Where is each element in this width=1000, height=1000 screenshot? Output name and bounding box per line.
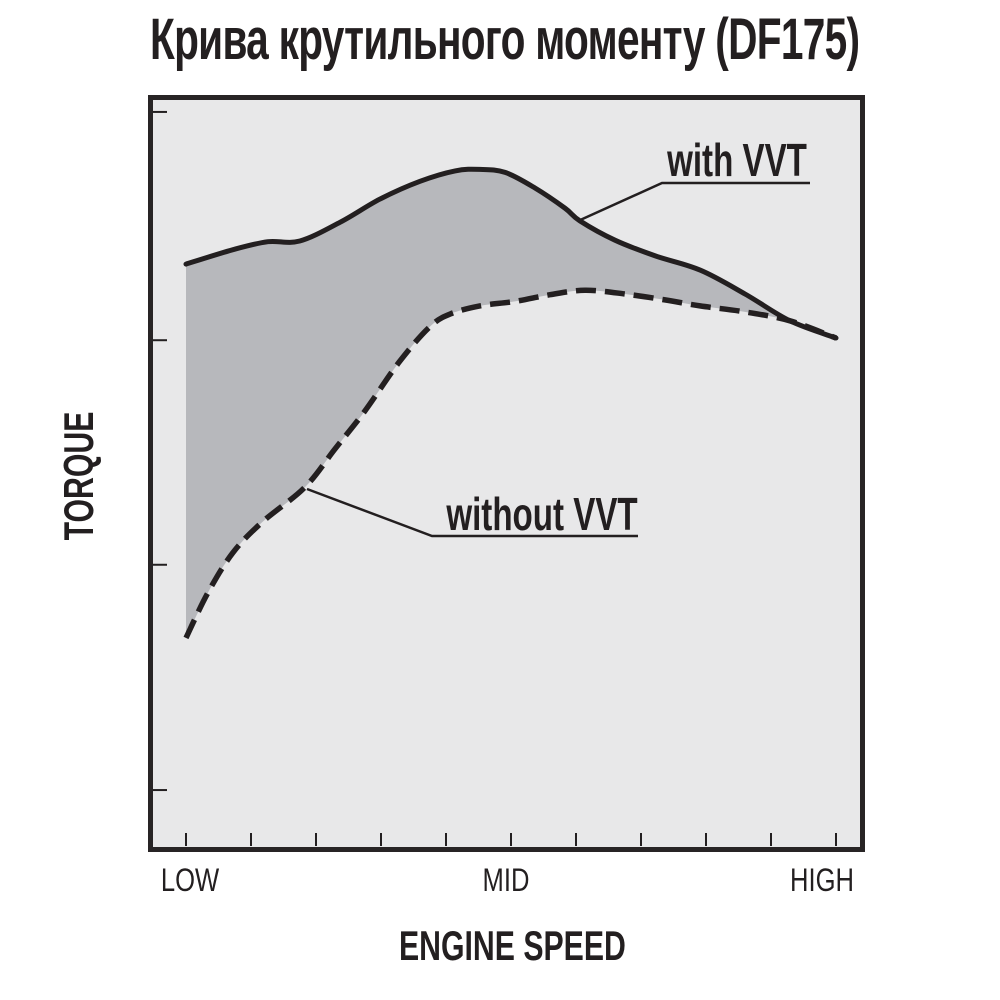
x-tick-label-high: HIGH: [790, 862, 854, 898]
engine-speed-axis-label: ENGINE SPEED: [399, 922, 626, 969]
with-vvt-leader-line: [578, 183, 810, 221]
chart-title: Крива крутильного моменту (DF175): [150, 7, 860, 72]
x-tick-label-low: LOW: [160, 862, 220, 898]
x-tick-label-mid: MID: [482, 862, 530, 898]
fill-between-curves: [186, 169, 836, 638]
without-vvt-label: without VVT: [446, 488, 638, 540]
with-vvt-label: with VVT: [667, 134, 807, 186]
plot-area: [148, 95, 865, 852]
torque-axis-label: TORQUE: [55, 411, 102, 541]
torque-curves-svg: [153, 100, 860, 847]
